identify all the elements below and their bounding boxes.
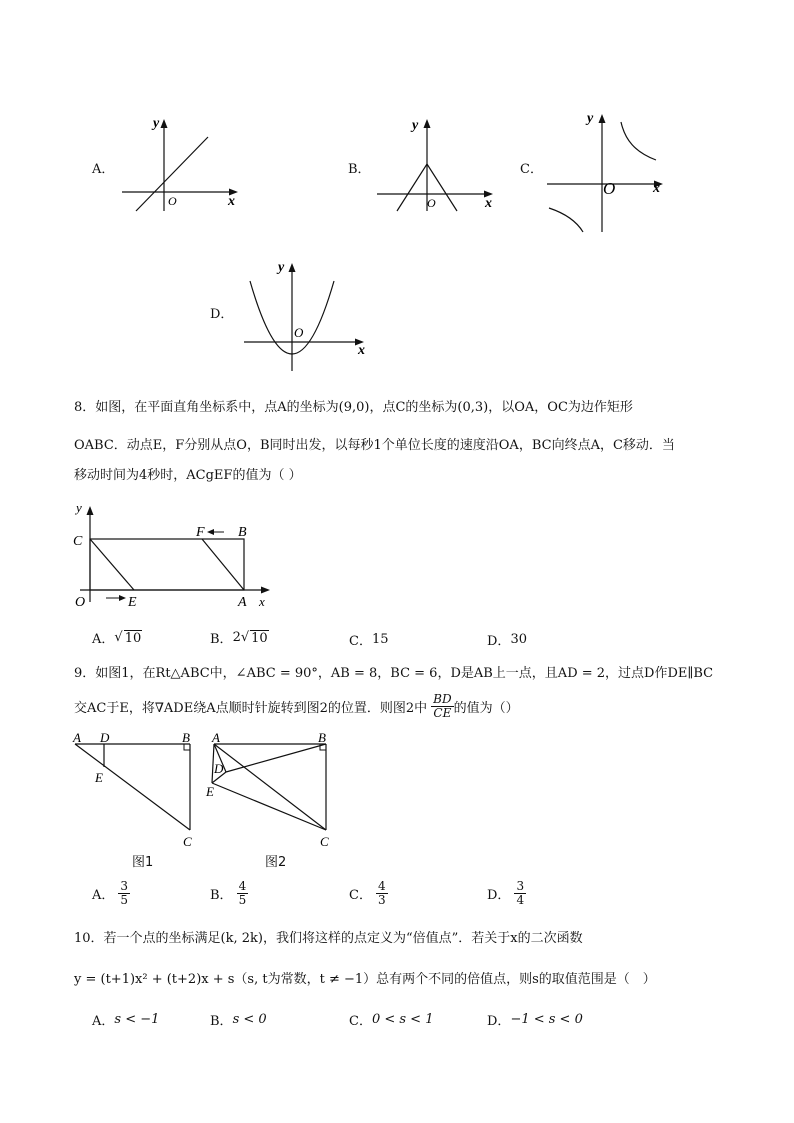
fraction-denominator: 5: [120, 892, 129, 907]
origin-label: O: [75, 595, 86, 610]
y-axis-label: y: [153, 116, 160, 131]
origin-label: O: [603, 179, 616, 198]
fraction-numerator: 4: [377, 879, 386, 893]
option-value: −1 < s < 0: [510, 1012, 583, 1027]
point-c-label: C: [183, 834, 192, 849]
q9-line2-start: 交AC于E，将∇ADE绕A点顺时针旋转到图2的位置．则图2中: [74, 700, 428, 716]
option-letter: D．: [487, 1014, 511, 1029]
option-value: s < −1: [114, 1012, 160, 1027]
q9-line1: 9．如图1，在Rt△ABC中，∠ABC = 90°，AB = 8，BC = 6，D是AB上一点，且AD = 2，过点D作DE∥BC: [74, 666, 714, 681]
option-value: 30: [510, 632, 527, 647]
q10-line2: y = (t+1)x² + (t+2)x + s（s, t为常数，t ≠ −1）总有两个不同的倍值点，则s的取值范围是（ ）: [74, 972, 656, 987]
figure-1-caption: 图1: [132, 855, 154, 870]
q8-line3: 移动时间为4秒时，ACgEF的值为（ ）: [74, 468, 302, 483]
point-f-label: F: [196, 525, 205, 540]
q8-option-c: [349, 630, 389, 649]
fraction-denominator: 4: [516, 892, 525, 907]
y-axis-label: y: [278, 260, 285, 275]
x-axis-label: x: [259, 594, 265, 609]
origin-label: O: [168, 194, 177, 208]
option-letter: A．: [92, 1014, 115, 1029]
q9-figure-1: [70, 730, 200, 852]
fraction-numerator: 3: [516, 879, 525, 893]
fraction-denominator: CE: [433, 705, 452, 720]
point-a-label: A: [73, 730, 81, 745]
graph-b-absolute: [375, 115, 500, 215]
origin-label: O: [294, 325, 304, 340]
fraction-denominator: 5: [238, 892, 247, 907]
option-coefficient: 2: [232, 630, 241, 645]
point-d-label: D: [100, 730, 110, 745]
graph-c-inverse: [545, 108, 670, 236]
q10-option-b: [210, 1010, 267, 1029]
q9-option-a: [92, 880, 130, 906]
option-value: 15: [371, 632, 389, 647]
fraction-numerator: 4: [238, 879, 247, 893]
option-letter: D．: [487, 887, 511, 903]
q9-option-d: [487, 880, 526, 906]
point-c-label: C: [73, 534, 83, 549]
point-e-label: E: [95, 770, 103, 785]
fraction-denominator: 3: [377, 892, 386, 907]
x-axis-label: x: [485, 196, 492, 211]
option-radicand: 10: [251, 630, 268, 646]
q9-fraction: [431, 693, 453, 719]
q8-option-b: B． 2 √ 10: [210, 630, 268, 647]
figure-2-caption: 图2: [265, 855, 287, 870]
q8-option-d: [487, 630, 527, 649]
x-axis-label: x: [358, 343, 365, 358]
point-e-label: E: [206, 784, 214, 799]
point-a-label: A: [212, 730, 220, 745]
option-letter: C．: [349, 887, 372, 903]
point-b-label: B: [182, 730, 190, 745]
option-letter: D．: [210, 307, 234, 322]
point-d-label: D: [214, 761, 224, 776]
q9-line2-end: 的值为（）: [453, 700, 519, 716]
option-letter: C．: [349, 634, 372, 649]
point-b-label: B: [318, 730, 326, 745]
point-a-label: A: [238, 595, 247, 610]
q10-option-d: [487, 1010, 583, 1029]
point-e-label: E: [128, 595, 137, 610]
point-b-label: B: [238, 525, 247, 540]
option-letter: B．: [348, 162, 371, 177]
option-letter: A．: [92, 632, 115, 647]
option-letter: C．: [349, 1014, 372, 1029]
option-letter: B．: [210, 887, 233, 903]
q9-line2: [74, 693, 519, 719]
graph-a-linear: [120, 115, 245, 215]
q9-figure-2: [204, 730, 339, 852]
q9-option-c: [349, 880, 388, 906]
q10-line1: 10．若一个点的坐标满足(k, 2k)，我们将这样的点定义为“倍值点”．若关于x的二次函数: [74, 931, 583, 946]
q9-option-b: [210, 880, 248, 906]
q10-option-c: [349, 1010, 433, 1029]
option-letter: D．: [487, 634, 511, 649]
q8-option-a: A． √ 10: [92, 630, 142, 647]
option-value: s < 0: [232, 1012, 267, 1027]
q8-line2: OABC．动点E，F分别从点O，B同时出发，以每秒1个单位长度的速度沿OA，BC向终点A，C移动．当: [74, 438, 675, 453]
option-letter: B．: [210, 632, 233, 647]
origin-label: O: [427, 196, 436, 210]
option-letter: A．: [92, 162, 115, 177]
x-axis-label: x: [228, 194, 235, 209]
option-value: 0 < s < 1: [371, 1012, 434, 1027]
q10-option-a: [92, 1010, 159, 1029]
graph-d-parabola: [240, 255, 370, 375]
x-axis-label: x: [653, 181, 660, 196]
y-axis-label: y: [412, 118, 419, 133]
option-letter: C．: [520, 162, 543, 177]
option-radicand: 10: [124, 630, 142, 646]
point-c-label: C: [320, 834, 329, 849]
q8-rectangle-figure: [70, 498, 280, 613]
y-axis-label: y: [76, 500, 82, 515]
fraction-numerator: BD: [433, 692, 452, 706]
option-letter: A．: [92, 887, 115, 903]
fraction-numerator: 3: [120, 879, 129, 893]
option-letter: B．: [210, 1014, 233, 1029]
q8-line1: 8．如图，在平面直角坐标系中，点A的坐标为(9,0)，点C的坐标为(0,3)，以OA，OC为边作矩形: [74, 400, 633, 415]
y-axis-label: y: [587, 111, 594, 126]
